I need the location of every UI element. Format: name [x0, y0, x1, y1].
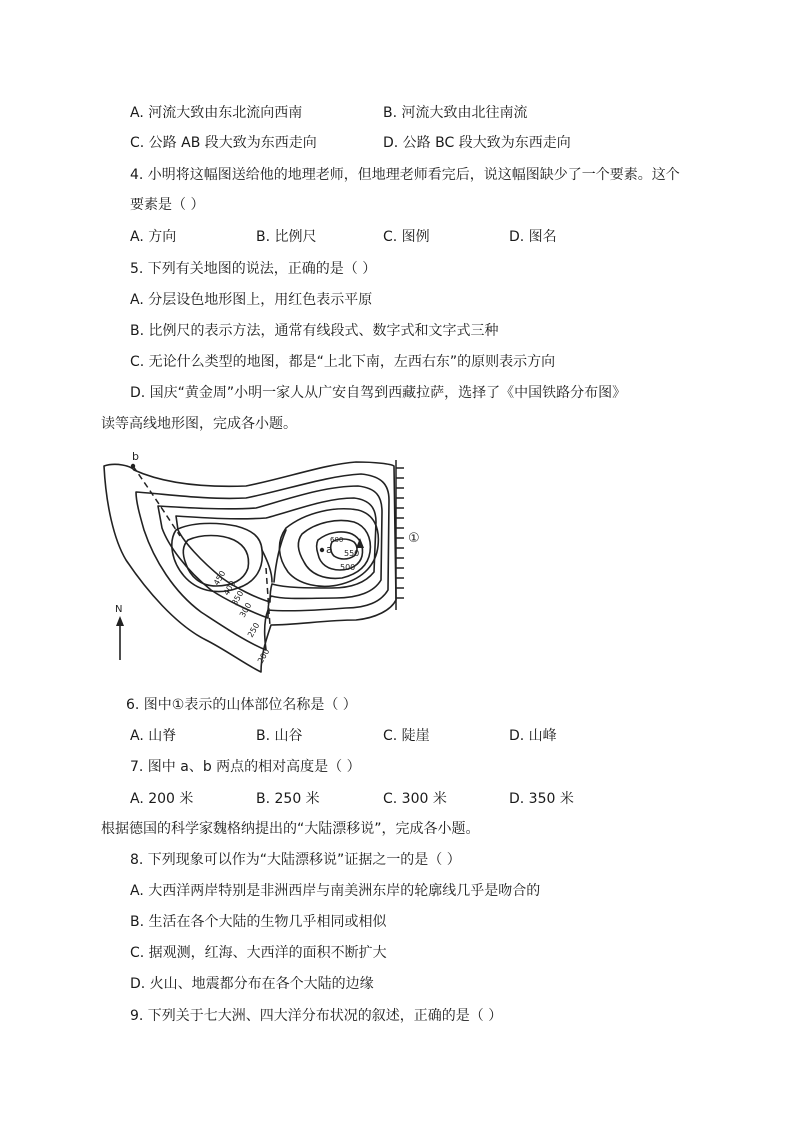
- q5-option-d: D. 国庆“黄金周”小明一家人从广安自驾到西藏拉萨，选择了《中国铁路分布图》: [130, 385, 627, 401]
- q6-stem: 6. 图中①表示的山体部位名称是（ ）: [126, 697, 357, 713]
- marker-1-label: ①: [408, 531, 420, 546]
- q4-option-d: D. 图名: [509, 229, 557, 245]
- point-a-marker: [320, 548, 324, 552]
- q3-option-a: A. 河流大致由东北流向西南: [130, 105, 303, 121]
- contour-label-600: 600: [330, 536, 344, 544]
- cliff-hatch: [396, 460, 404, 610]
- q8-option-d: D. 火山、地震都分布在各个大陆的边缘: [130, 976, 374, 992]
- north-arrow: [116, 616, 124, 660]
- peak-icon: [356, 538, 364, 548]
- contour-label-400: 400: [221, 579, 238, 597]
- q4-option-c: C. 图例: [383, 229, 430, 245]
- contour-map: [96, 450, 436, 690]
- q9-stem: 9. 下列关于七大洲、四大洋分布状况的叙述，正确的是（ ）: [130, 1008, 503, 1024]
- contour-label-450: 450: [211, 569, 228, 587]
- point-a-label: a: [326, 543, 333, 556]
- map-intro: 读等高线地形图，完成各小题。: [101, 416, 297, 432]
- q6-option-c: C. 陡崖: [383, 728, 430, 744]
- q7-stem: 7. 图中 a、b 两点的相对高度是（ ）: [130, 759, 361, 775]
- q7-option-c: C. 300 米: [383, 791, 447, 807]
- contour-label-350: 350: [229, 589, 246, 607]
- q8-option-a: A. 大西洋两岸特别是非洲西岸与南美洲东岸的轮廓线几乎是吻合的: [130, 883, 541, 899]
- q8-option-b: B. 生活在各个大陆的生物几乎相同或相似: [130, 914, 387, 930]
- point-b-marker: [131, 464, 135, 468]
- q6-option-a: A. 山脊: [130, 728, 177, 744]
- q6-option-d: D. 山峰: [509, 728, 557, 744]
- q5-option-a: A. 分层设色地形图上，用红色表示平原: [130, 292, 373, 308]
- point-b-label: b: [132, 450, 139, 463]
- contour-label-300: 300: [237, 601, 254, 619]
- q3-option-c: C. 公路 AB 段大致为东西走向: [130, 135, 317, 151]
- q8-option-c: C. 据观测，红海、大西洋的面积不断扩大: [130, 945, 387, 961]
- q3-option-b: B. 河流大致由北往南流: [383, 105, 528, 121]
- q5-stem: 5. 下列有关地图的说法，正确的是（ ）: [130, 261, 377, 277]
- q7-option-d: D. 350 米: [509, 791, 574, 807]
- q4-option-b: B. 比例尺: [256, 229, 317, 245]
- q6-option-b: B. 山谷: [256, 728, 303, 744]
- q7-option-b: B. 250 米: [256, 791, 320, 807]
- contour-label-250: 250: [245, 621, 262, 639]
- wegener-intro: 根据德国的科学家魏格纳提出的“大陆漂移说”，完成各小题。: [101, 821, 480, 837]
- contour-line: [262, 550, 272, 582]
- north-label: N: [115, 604, 123, 615]
- contour-label-550: 550: [344, 549, 360, 558]
- q7-option-a: A. 200 米: [130, 791, 194, 807]
- q4-stem-line1: 4. 小明将这幅图送给他的地理老师，但地理老师看完后，说这幅图缺少了一个要素。这个: [130, 167, 680, 183]
- contour-label-200: 200: [255, 647, 272, 665]
- q5-option-c: C. 无论什么类型的地图，都是“上北下南，左西右东”的原则表示方向: [130, 354, 556, 370]
- route-dashed: [133, 466, 180, 536]
- q4-option-a: A. 方向: [130, 229, 177, 245]
- q3-option-d: D. 公路 BC 段大致为东西走向: [383, 135, 571, 151]
- contour-label-500: 500: [340, 563, 356, 572]
- q4-stem-line2: 要素是（ ）: [130, 197, 205, 213]
- q8-stem: 8. 下列现象可以作为“大陆漂移说”证据之一的是（ ）: [130, 852, 461, 868]
- q5-option-b: B. 比例尺的表示方法，通常有线段式、数字式和文字式三种: [130, 323, 499, 339]
